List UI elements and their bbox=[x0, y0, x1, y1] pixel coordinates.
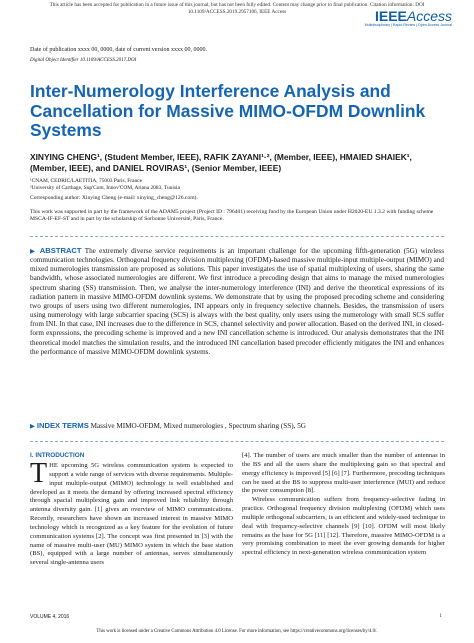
abstract-text: The extremely diverse service requirements is an important challenge for the upcoming fifth-generation (5G) wireless communication technologies. Orthogonal frequency division multiplexing (OFDM)-based massive multiple-input multiple-output (MIMO) and mixed numerologies transmission are proposed as solutions. This paper investigates the use of spatial multiplexing of users, sharing the same bandwidth, whose associated numerologies are different. We first introduce a precoding design that aims to manage the mixed numerologies spectrum sharing (SS) transmission. Then, we analyse the inter-numerology interference (INI) and derive the theoretical expressions of its radiation pattern in massive MIMO-OFDM downlink systems. We demonstrate that by using the proposed precoding scheme and considering two groups of users using two different numerologies, INI appears only in frequency selective channels. Besides, the transmission of users using numerology with large subcarrier spacing (SCS) is always with the best quality, only users using the numerology with small SCS suffer from INI. In that case, INI increases due to the difference in SCS, channel selectivity and power allocation. Based on the derived INI, in closed-form expressions, the precoding scheme is improved and a new INI cancellation scheme is introduced. Our analysis demonstrates that the INI theoretical model matches the simulation results, and the introduced INI cancellation based precoder efficiently mitigates the INI and enhances the performance of massive MIMO-OFDM downlink systems. bbox=[30, 247, 445, 356]
affiliation-2: ²University of Carthage, Sup'Com, Innov'COM, Ariana 2083, Tunisia bbox=[30, 184, 180, 191]
acceptance-notice-line1: This article has been accepted for publication in a future issue of this journal, but has not been fully edited. Content may change prior to final publication. Citation information: DOI bbox=[49, 2, 425, 8]
page-number: 1 bbox=[439, 614, 442, 619]
affiliation-1: ¹CNAM, CEDRIC/LAETITIA, 75003 Paris, France bbox=[30, 178, 142, 184]
intro-right-column bbox=[242, 452, 445, 558]
logo-sub-text: Access bbox=[406, 8, 452, 24]
volume-label: VOLUME 4, 2016 bbox=[30, 614, 70, 620]
intro-left-column bbox=[30, 458, 233, 568]
ieee-access-logo bbox=[375, 8, 452, 24]
paper-title: Inter-Numerology Interference Analysis and Cancellation for Massive MIMO-OFDM Downlink Systems bbox=[30, 81, 426, 141]
intro-left-text: HE upcoming 5G wireless communication system is expected to support a wide range of services with diverse requirements. Multiple-input multiple-output (MIMO) technology is well established and developed as it meets the demand by offering increased spectral efficiency through spacial multiplexing gain and improved link reliability through antenna diversity gain. [1] gives an overview of MIMO communications. Recently, researchers have shown an increased interest in massive MIMO technology which is recognized as a key feature for the evolution of future communication systems [2]. The concept was first presented in [3] with the name of massive multi-user (MU) MIMO system in which the base station (BS), equipped with a large number of antennas, serves simultaneously several single-antenna users bbox=[30, 462, 233, 567]
divider-top bbox=[30, 236, 444, 237]
corresponding-author: Corresponding author: Xinying Cheng (e-mail: xinying_cheng@126.com). bbox=[30, 195, 198, 201]
intro-right-paragraph-2: Wireless communication suffers from frequency-selective fading in practice. Orthogonal frequency division multiplexing (OFDM) which uses multiple orthogonal subcarriers, is an efficient and widely-used technique to deal with frequency-selective channels [9] [10]. OFDM will most likely remains as the base for 5G [11] [12]. Therefore, massive MIMO-OFDM is a very promising combination to meet the ever growing demands for higher spectral efficiency in next-generation wireless communication system bbox=[242, 496, 445, 557]
intro-dropcap: T bbox=[30, 458, 48, 489]
intro-right-paragraph-1: [4]. The number of users are much smaller than the number of antennas in the BS and all the users share the multiplexing gain so that spectral and energy efficiency is improved [5] [6] [7]. Furthermore, precoding techniques can be used at the BS to suppress multi-user interference (MUI) and reduce the power consumption [8]. bbox=[242, 452, 445, 495]
license-notice: This work is licensed under a Creative Commons Attribution 4.0 License. For more information, see https://creativecommons.org/licenses/by/4.0/. bbox=[96, 629, 378, 634]
doi-line: Digital Object Identifier 10.1109/ACCESS.2017.DOI bbox=[30, 58, 137, 63]
funding-statement: This work was supported in part by the framework of the ADAM5 project (Project ID : 796401) receiving fund by the European Union under H2020-EU.1.3.2 with funding scheme MSCA-IF-EF-ST and in part by the scholarship of Sorbonne Université, Paris, France. bbox=[30, 209, 434, 222]
index-terms-block bbox=[30, 421, 444, 431]
index-terms-marker-icon: ▶ bbox=[30, 423, 36, 430]
publication-dates: Date of publication xxxx 00, 0000, date of current version xxxx 00, 0000. bbox=[30, 47, 207, 53]
acceptance-notice-line2: 10.1109/ACCESS.2019.2957106, IEEE Access bbox=[187, 8, 287, 15]
abstract-block bbox=[30, 246, 444, 357]
abstract-label: ABSTRACT bbox=[39, 246, 82, 255]
author-list: XINYING CHENG¹, (Student Member, IEEE), RAFIK ZAYANI¹·², (Member, IEEE), HMAIED SHAIEK¹, (Member, IEEE), and DANIEL ROVIRAS¹, (Senior Member, IEEE) bbox=[30, 152, 412, 173]
section-heading-introduction: I. INTRODUCTION bbox=[30, 452, 85, 459]
index-terms-text: Massive MIMO-OFDM, Mixed numerologies , Spectrum sharing (SS), 5G bbox=[90, 422, 306, 430]
index-terms-label: INDEX TERMS bbox=[36, 421, 89, 430]
logo-main-text: IEEE bbox=[374, 8, 407, 24]
logo-tagline: Multidisciplinary | Rapid Review | Open Access Journal bbox=[364, 23, 452, 27]
abstract-marker-icon: ▶ bbox=[30, 248, 37, 255]
affiliations bbox=[30, 178, 450, 191]
divider-bottom bbox=[30, 441, 444, 442]
